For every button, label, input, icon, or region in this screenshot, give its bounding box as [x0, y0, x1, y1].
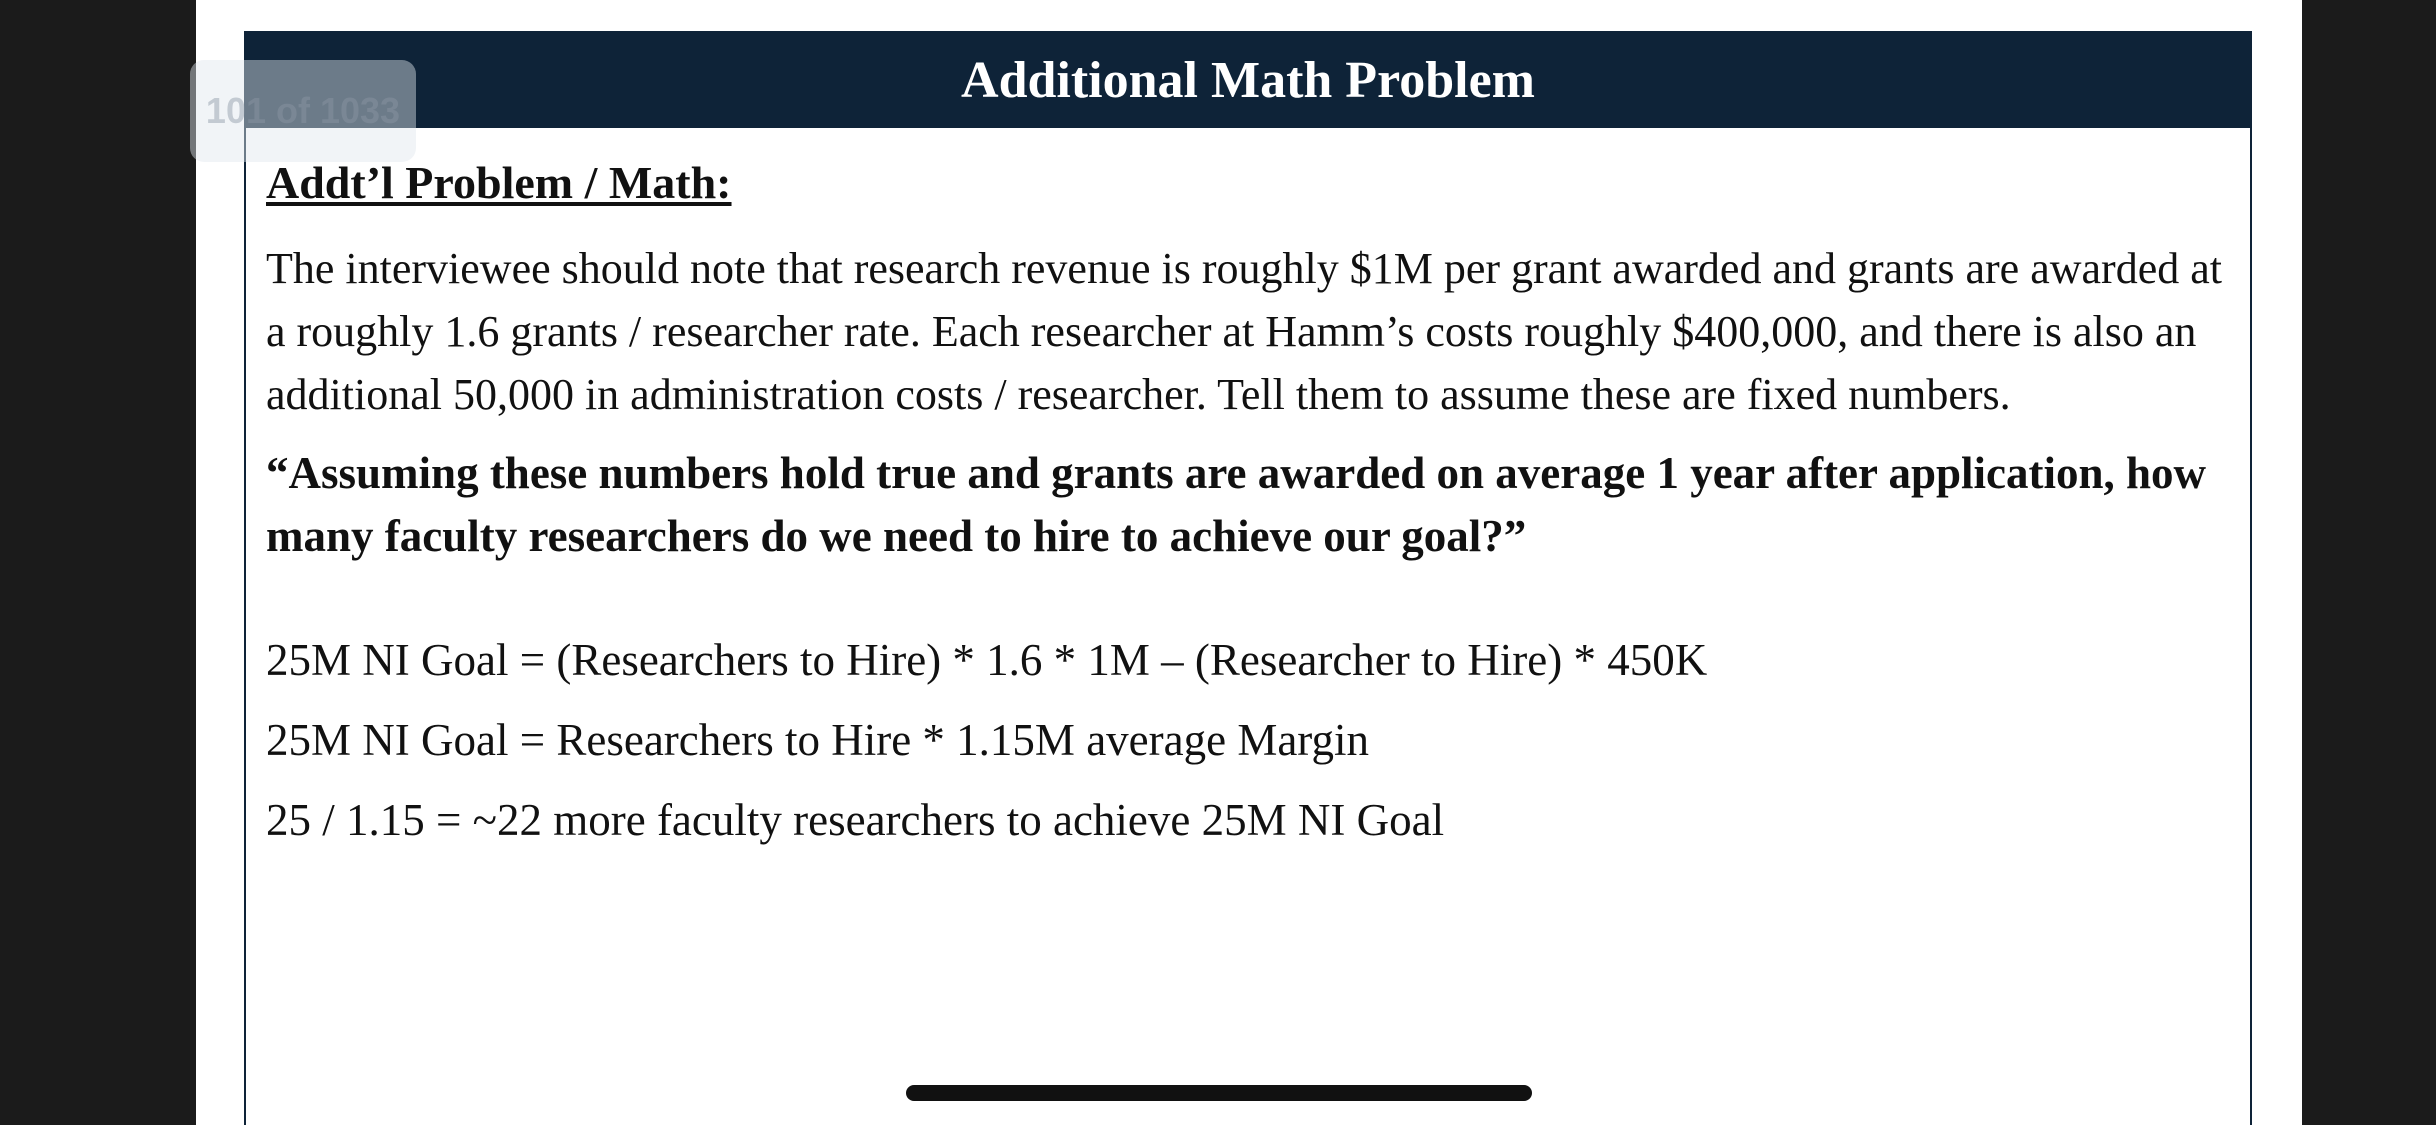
page-counter[interactable]: 101 of 1033: [190, 60, 416, 162]
slide-content: [266, 151, 2226, 868]
math-line-2: 25M NI Goal = Researchers to Hire * 1.15M average Margin: [266, 715, 1369, 765]
problem-description: The interviewee should note that research revenue is roughly $1M per grant awarded and grants are awarded at a roughly 1.6 grants / researcher rate. Each researcher at Hamm’s costs roughly $400,000, and there is also an additional 50,000 in administration costs / researcher. Tell them to assume these are fixed numbers.: [266, 244, 2222, 419]
section-heading: Addt’l Problem / Math:: [266, 157, 732, 208]
math-line-1: 25M NI Goal = (Researchers to Hire) * 1.6 * 1M – (Researcher to Hire) * 450K: [266, 635, 1708, 685]
math-line-3: 25 / 1.15 = ~22 more faculty researchers to achieve 25M NI Goal: [266, 795, 1445, 845]
slide-title: Additional Math Problem: [246, 33, 2250, 128]
document-page: [196, 0, 2302, 1125]
problem-question: “Assuming these numbers hold true and grants are awarded on average 1 year after application, how many faculty researchers do we need to hire to achieve our goal?”: [266, 448, 2207, 561]
slide: [244, 31, 2252, 1125]
home-indicator[interactable]: [906, 1085, 1532, 1101]
